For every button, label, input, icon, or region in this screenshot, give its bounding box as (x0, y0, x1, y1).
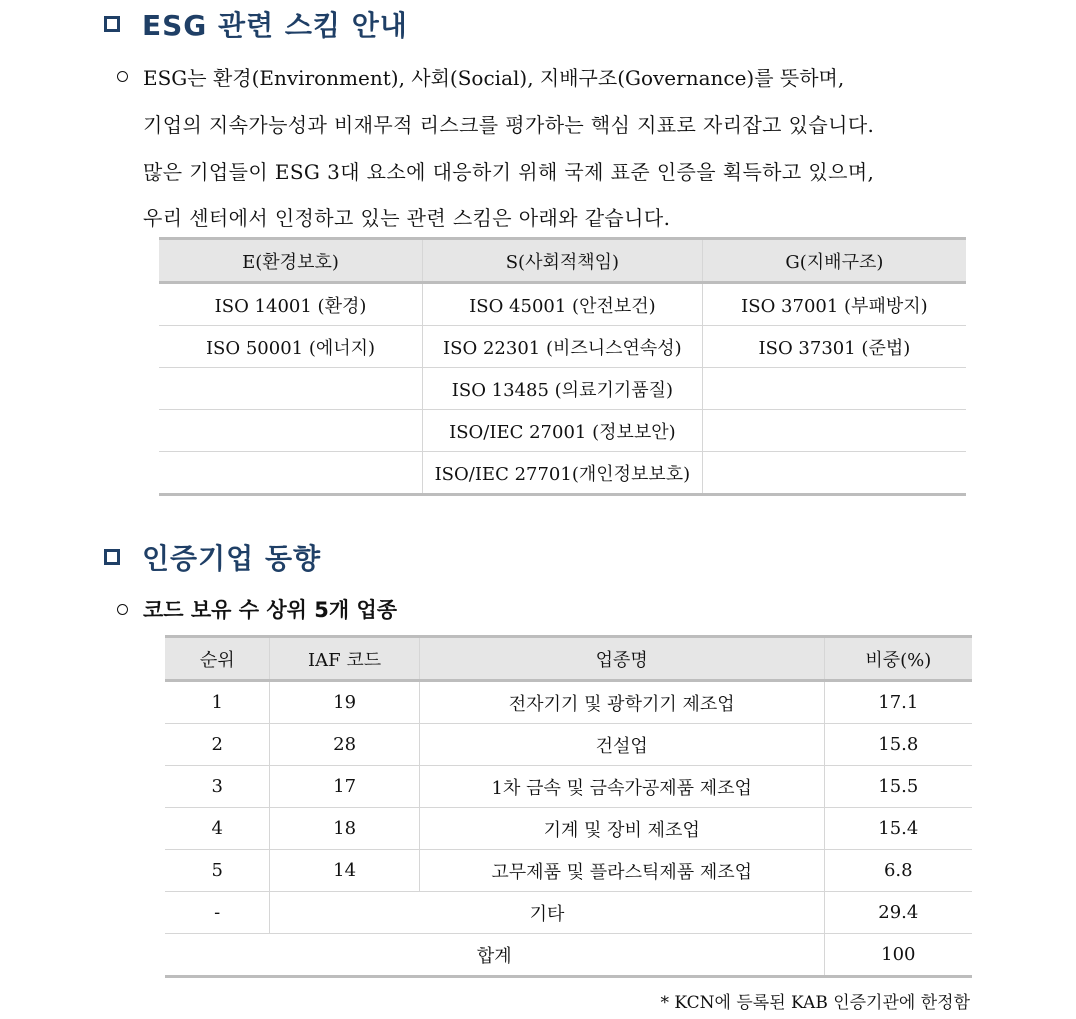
table-row-other (165, 892, 972, 934)
esg-scheme-table (159, 237, 966, 496)
table-cell: ISO 13485 (의료기기품질) (423, 368, 703, 410)
table-row (165, 766, 972, 808)
header-iaf-code: IAF 코드 (270, 637, 419, 681)
section-title-text: ESG 관련 스킴 안내 (142, 9, 408, 42)
bullet-text: ESG는 환경(Environment), 사회(Social), 지배구조(Governance)를 뜻하며, (143, 66, 845, 90)
table-cell: ISO 45001 (안전보건) (423, 283, 703, 326)
share-cell: 6.8 (824, 850, 972, 892)
header-social: S(사회적책임) (423, 239, 703, 283)
table-cell: ISO 37301 (준법) (702, 326, 966, 368)
table-row-total (165, 934, 972, 977)
table-row (159, 452, 966, 495)
table-row (159, 410, 966, 452)
bullet-esg-definition (117, 62, 844, 91)
industry-ranking-table (165, 635, 972, 978)
square-bullet-icon (104, 549, 120, 565)
table-cell (702, 452, 966, 495)
code-cell: 14 (270, 850, 419, 892)
industry-cell: 전자기기 및 광학기기 제조업 (419, 681, 824, 724)
code-cell: 18 (270, 808, 419, 850)
section-title-esg-schemes (104, 4, 408, 44)
table-row (165, 850, 972, 892)
table-row (165, 808, 972, 850)
industry-cell: 고무제품 및 플라스틱제품 제조업 (419, 850, 824, 892)
other-label-cell: 기타 (270, 892, 824, 934)
code-cell: 17 (270, 766, 419, 808)
paragraph-line-3: 우리 센터에서 인정하고 있는 관련 스킴은 아래와 같습니다. (143, 206, 671, 230)
table-cell (159, 452, 423, 495)
table-cell: ISO/IEC 27701(개인정보보호) (423, 452, 703, 495)
table-row (165, 681, 972, 724)
paragraph-line-1: 기업의 지속가능성과 비재무적 리스크를 평가하는 핵심 지표로 자리잡고 있습니다. (143, 113, 875, 137)
header-environment: E(환경보호) (159, 239, 423, 283)
footnote: * KCN에 등록된 KAB 인증기관에 한정함 (660, 993, 970, 1013)
industry-cell: 기계 및 장비 제조업 (419, 808, 824, 850)
table-cell: ISO 37001 (부패방지) (702, 283, 966, 326)
rank-cell: 4 (165, 808, 270, 850)
table-header-row (159, 239, 966, 283)
share-cell: 100 (824, 934, 972, 977)
header-share: 비중(%) (824, 637, 972, 681)
rank-cell: 3 (165, 766, 270, 808)
industry-cell: 1차 금속 및 금속가공제품 제조업 (419, 766, 824, 808)
table-cell: ISO 14001 (환경) (159, 283, 423, 326)
rank-cell: 1 (165, 681, 270, 724)
code-cell: 19 (270, 681, 419, 724)
table-cell (159, 368, 423, 410)
share-cell: 15.4 (824, 808, 972, 850)
rank-cell: 2 (165, 724, 270, 766)
header-rank: 순위 (165, 637, 270, 681)
table-row (165, 724, 972, 766)
share-cell: 15.8 (824, 724, 972, 766)
square-bullet-icon (104, 16, 120, 32)
table-row (159, 368, 966, 410)
section-title-certified-companies-trend (104, 537, 321, 577)
rank-cell: 5 (165, 850, 270, 892)
share-cell: 15.5 (824, 766, 972, 808)
bullet-top5-industries (117, 594, 397, 624)
code-cell: 28 (270, 724, 419, 766)
circle-bullet-icon (117, 604, 128, 615)
share-cell: 17.1 (824, 681, 972, 724)
table-cell (702, 368, 966, 410)
table-header-row (165, 637, 972, 681)
total-label-cell: 합계 (165, 934, 824, 977)
table-cell: ISO/IEC 27001 (정보보안) (423, 410, 703, 452)
share-cell: 29.4 (824, 892, 972, 934)
header-industry-name: 업종명 (419, 637, 824, 681)
table-row (159, 326, 966, 368)
section-title-text: 인증기업 동향 (142, 542, 322, 575)
header-governance: G(지배구조) (702, 239, 966, 283)
table-cell (702, 410, 966, 452)
table-row (159, 283, 966, 326)
rank-cell: - (165, 892, 270, 934)
bullet-text: 코드 보유 수 상위 5개 업종 (143, 598, 398, 622)
circle-bullet-icon (117, 71, 128, 82)
table-cell: ISO 22301 (비즈니스연속성) (423, 326, 703, 368)
paragraph-line-2: 많은 기업들이 ESG 3대 요소에 대응하기 위해 국제 표준 인증을 획득하고 있으며, (143, 160, 875, 184)
industry-cell: 건설업 (419, 724, 824, 766)
table-cell: ISO 50001 (에너지) (159, 326, 423, 368)
table-cell (159, 410, 423, 452)
